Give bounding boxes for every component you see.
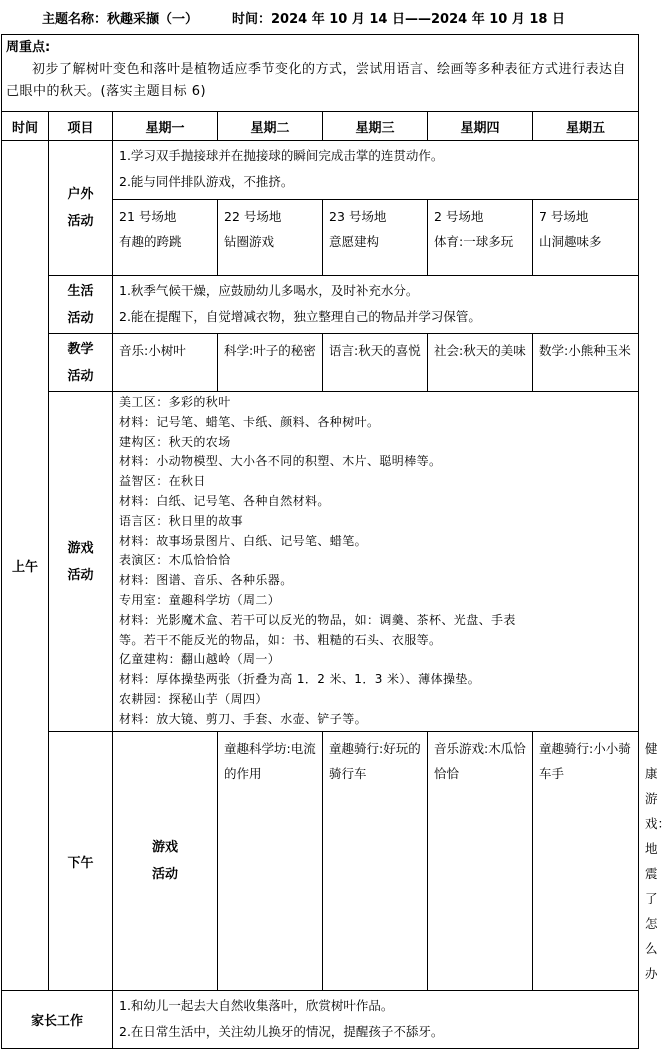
life-label-line1: 生活 — [67, 283, 94, 299]
game-area-line: 建构区：秋天的农场 — [119, 434, 231, 449]
header-tuesday: 星期二 — [218, 112, 323, 141]
outdoor-goals-row — [2, 141, 639, 200]
afternoon-wednesday: 音乐游戏:木瓜恰恰恰 — [428, 732, 533, 991]
teaching-wednesday: 语言:秋天的喜悦 — [323, 334, 428, 392]
teaching-thursday: 社会:秋天的美味 — [428, 334, 533, 392]
game-area-line: 农耕园：探秘山芋（周四） — [119, 691, 268, 706]
afternoon-monday: 童趣科学坊:电流的作用 — [218, 732, 323, 991]
family-work-content — [113, 991, 639, 1049]
outdoor-site: 2 号场地 — [434, 209, 484, 224]
teaching-label-line1: 教学 — [67, 341, 94, 357]
weekly-plan-table — [1, 34, 670, 1049]
weekly-focus-label: 周重点: — [6, 40, 51, 55]
outdoor-monday — [113, 200, 218, 276]
outdoor-site: 23 号场地 — [329, 209, 387, 224]
afternoon-label-line2: 活动 — [151, 867, 178, 882]
teaching-friday: 数学:小熊种玉米 — [533, 334, 639, 392]
game-area-line: 材料：图谱、音乐、各种乐器。 — [119, 573, 293, 588]
afternoon-label-line1: 游戏 — [151, 840, 178, 855]
outdoor-site: 7 号场地 — [539, 209, 589, 224]
outdoor-friday — [533, 200, 639, 276]
header-time: 时间 — [2, 112, 49, 141]
outdoor-goal: 1.学习双手抛接球并在抛接球的瞬间完成击掌的连贯动作。 — [119, 148, 444, 163]
date-range: 时间：2024 年 10 月 14 日——2024 年 10 月 18 日 — [232, 11, 566, 27]
game-area-line: 语言区：秋日里的故事 — [119, 513, 244, 528]
outdoor-tuesday — [218, 200, 323, 276]
life-goal: 1.秋季气候干燥，应鼓励幼儿多喝水，及时补充水分。 — [119, 283, 419, 298]
outdoor-thursday — [428, 200, 533, 276]
game-area-line: 材料：厚体操垫两张（折叠为高 1．2 米、1．3 米）、薄体操垫。 — [119, 672, 481, 687]
outdoor-game: 体育:一球多玩 — [434, 234, 514, 249]
afternoon-row: 下午 游戏 活动 童趣科学坊:电流的作用 童趣骑行:好玩的骑行车 音乐游戏:木瓜恰恰恰 童趣骑行:小小骑车手 健康游戏：地震了怎么办 — [2, 732, 639, 991]
column-header-row — [2, 112, 639, 141]
game-area-line: 亿童建构：翻山越岭（周一） — [119, 652, 281, 667]
game-area-line: 专用室：童趣科学坊（周二） — [119, 592, 281, 607]
weekly-focus-cell — [2, 35, 639, 112]
weekly-focus-row — [2, 35, 639, 112]
game-label-line2: 活动 — [67, 567, 94, 583]
game-area-line: 表演区：木瓜恰恰恰 — [119, 553, 231, 568]
outdoor-label-line2: 活动 — [67, 214, 94, 229]
header-wednesday: 星期三 — [323, 112, 428, 141]
outdoor-goal: 2.能与同伴排队游戏，不推挤。 — [119, 174, 294, 189]
game-area-line: 材料：白纸、记号笔、各种自然材料。 — [119, 493, 330, 508]
outdoor-site: 22 号场地 — [224, 209, 282, 224]
outdoor-label-line1: 户外 — [67, 187, 94, 202]
life-goals — [113, 276, 639, 334]
afternoon-tuesday: 童趣骑行:好玩的骑行车 — [323, 732, 428, 991]
family-work-item: 1.和幼儿一起去大自然收集落叶，欣赏树叶作品。 — [119, 998, 394, 1013]
game-area-line: 材料：故事场景图片、白纸、记号笔、蜡笔。 — [119, 533, 368, 548]
life-label-line2: 活动 — [67, 310, 94, 326]
teaching-monday: 音乐:小树叶 — [113, 334, 218, 392]
theme-title: 主题名称：秋趣采撷（一） — [42, 11, 199, 27]
life-goal: 2.能在提醒下，自觉增减衣物，独立整理自己的物品并学习保管。 — [119, 309, 481, 324]
weekly-focus-text: 初步了解树叶变色和落叶是植物适应季节变化的方式，尝试用语言、绘画等多种表征方式进行表达自己眼中的秋天。(落实主题目标 6) — [6, 62, 627, 99]
header-monday: 星期一 — [113, 112, 218, 141]
game-area-line: 等。若干不能反光的物品，如：书、粗糙的石头、衣服等。 — [119, 632, 442, 647]
header-friday: 星期五 — [533, 112, 639, 141]
outdoor-game: 有趣的跨跳 — [119, 234, 182, 249]
family-work-row — [2, 991, 639, 1049]
header-thursday: 星期四 — [428, 112, 533, 141]
game-area-line: 益智区：在秋日 — [119, 474, 206, 489]
game-activity-row — [2, 392, 639, 732]
game-activity-label — [49, 392, 113, 732]
family-work-label: 家长工作 — [2, 991, 113, 1049]
game-area-line: 材料：记号笔、蜡笔、卡纸、颜料、各种树叶。 — [119, 414, 380, 429]
game-area-list — [113, 392, 639, 732]
family-work-item: 2.在日常生活中，关注幼儿换牙的情况，提醒孩子不舔牙。 — [119, 1024, 444, 1039]
teaching-tuesday: 科学:叶子的秘密 — [218, 334, 323, 392]
afternoon-thursday: 童趣骑行:小小骑车手 — [533, 732, 639, 991]
game-label-line1: 游戏 — [67, 540, 94, 556]
game-area-line: 材料：小动物模型、大小各不同的积塑、木片、聪明棒等。 — [119, 454, 442, 469]
afternoon-label: 下午 — [49, 732, 113, 991]
outdoor-game: 钻圈游戏 — [224, 234, 275, 249]
morning-label: 上午 — [2, 141, 49, 991]
outdoor-goals — [113, 141, 639, 200]
outdoor-game: 意愿建构 — [329, 234, 380, 249]
header-item: 项目 — [49, 112, 113, 141]
game-area-line: 材料：放大镜、剪刀、手套、水壶、铲子等。 — [119, 711, 368, 726]
outdoor-game: 山洞趣味多 — [539, 234, 602, 249]
afternoon-game-label — [113, 732, 218, 991]
game-area-line: 材料：光影魔术盒、若干可以反光的物品，如：调羹、茶杯、光盘、手表 — [119, 612, 516, 627]
life-activity-row — [2, 276, 639, 334]
outdoor-activity-label — [49, 141, 113, 276]
outdoor-site: 21 号场地 — [119, 209, 177, 224]
teaching-activity-row — [2, 334, 639, 392]
teaching-label-line2: 活动 — [67, 368, 94, 384]
game-area-line: 美工区：多彩的秋叶 — [119, 395, 231, 409]
document-header — [0, 0, 639, 34]
life-activity-label — [49, 276, 113, 334]
teaching-activity-label — [49, 334, 113, 392]
outdoor-wednesday — [323, 200, 428, 276]
